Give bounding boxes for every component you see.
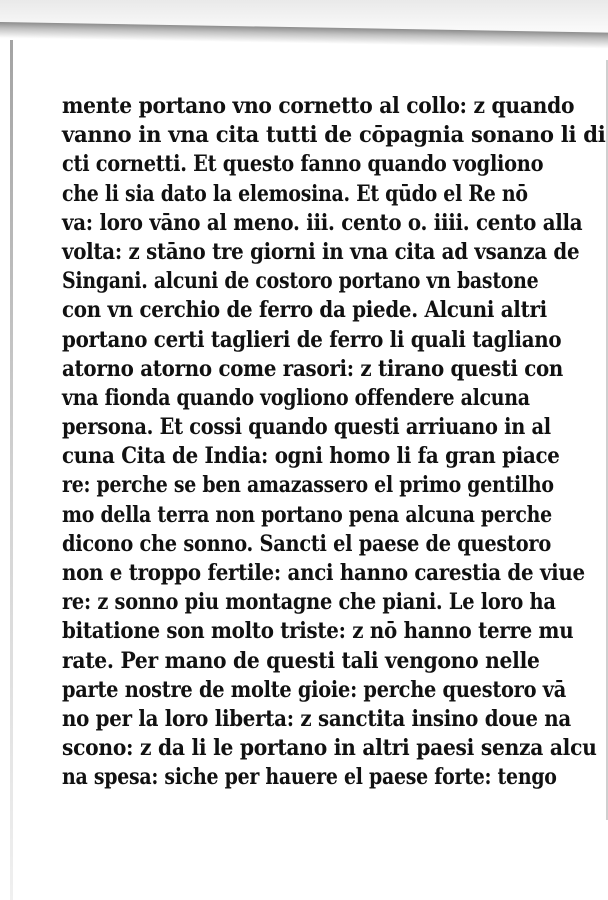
text-line: non e troppo fertile: anci hanno carestia de viue: [62, 560, 585, 586]
text-line: re: perche se ben amazassero el primo gentilho: [62, 472, 554, 499]
text-line: vanno in vna cita tutti de cōpagnia sonano li di: [62, 122, 606, 149]
text-line: cti cornetti. Et questo fanno quando vogliono: [62, 151, 544, 178]
text-line: vna fionda quando vogliono offendere alcuna: [62, 384, 530, 411]
text-line: persona. Et cossi quando questi arriuano in al: [62, 414, 551, 441]
body-text: [62, 92, 606, 822]
text-line: na spesa: siche per hauere el paese forte: tengo: [62, 764, 557, 791]
text-line: parte nostre de molte gioie: perche questoro vā: [62, 676, 566, 703]
text-line: che li sia dato la elemosina. Et qūdo el Re nō: [62, 180, 528, 207]
text-line: [62, 793, 499, 822]
text-line: cuna Cita de India: ogni homo li fa gran piace: [62, 443, 560, 470]
text-line: rate. Per mano de questi tali vengono nelle: [62, 647, 540, 674]
left-page-edge: [10, 40, 13, 900]
text-line: Singani. alcuni de costoro portano vn bastone: [62, 268, 539, 295]
text-line: va: loro vāno al meno. iii. cento o. iiii. cento alla: [62, 209, 583, 236]
text-line: no per la loro liberta: z sanctita insino doue na: [62, 705, 571, 732]
text-line: bitatione son molto triste: z nō hanno terre mu: [62, 618, 574, 645]
text-line: dicono che sonno. Sancti el paese de questoro: [62, 530, 551, 557]
text-line: mente portano vno cornetto al collo: z quando: [62, 93, 575, 119]
text-line: portano certi taglieri de ferro li quali tagliano: [62, 326, 562, 353]
text-line: volta: z stāno tre giorni in vna cita ad vsanza de: [62, 238, 580, 265]
text-line: re: z sonno piu montagne che piani. Le loro ha: [62, 589, 556, 616]
text-line: atorno atorno come rasori: z tirano questi con: [62, 355, 564, 382]
text-line: mo della terra non portano pena alcuna perche: [62, 501, 552, 528]
text-line: con vn cerchio de ferro da piede. Alcuni altri: [62, 297, 547, 324]
text-line: scono: z da li le portano in altri paesi senza alcu: [62, 735, 597, 762]
